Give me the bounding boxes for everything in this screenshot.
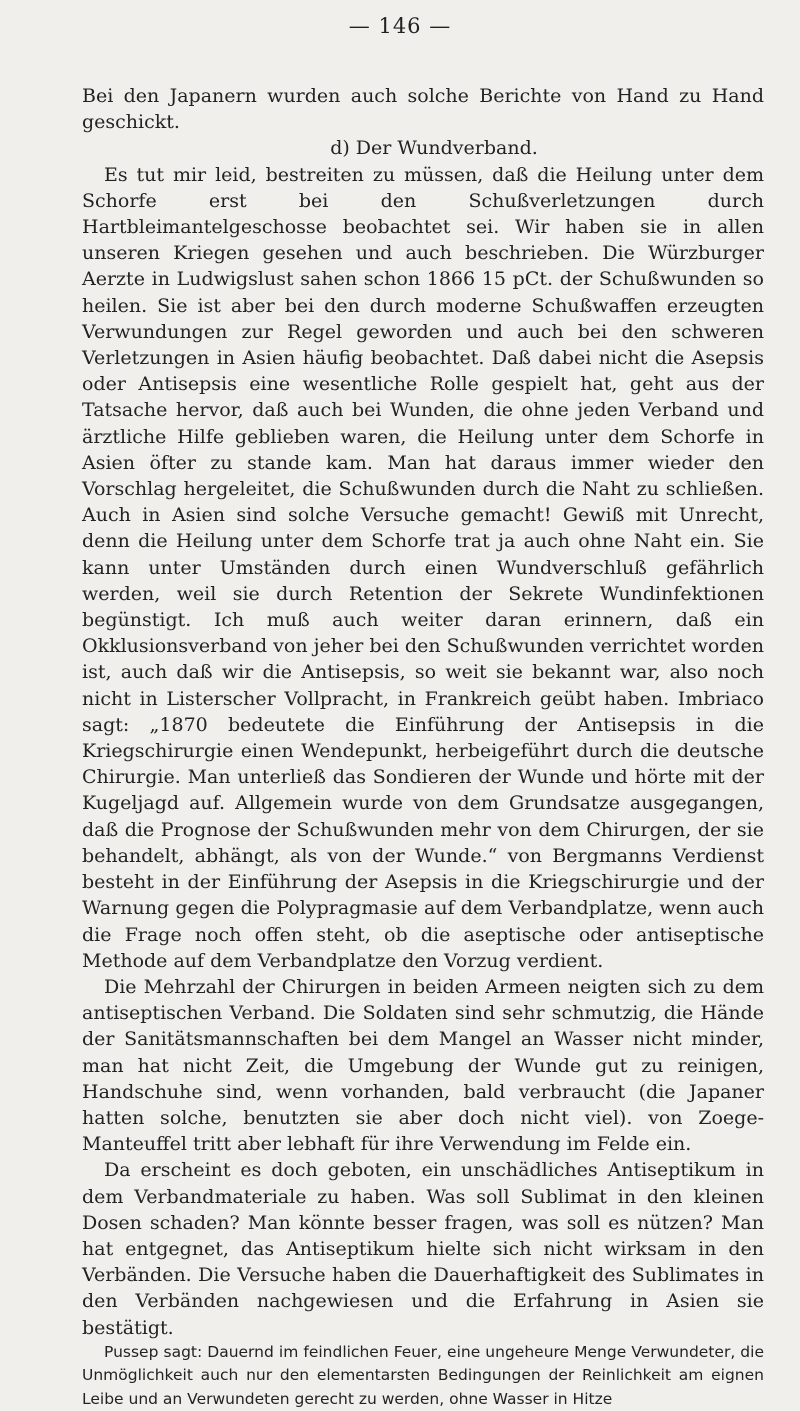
paragraph-3: Da erscheint es doch geboten, ein unschädliches Antiseptikum in dem Verbandmateriale zu haben. Was soll Sublimat in den kleinen Dosen schaden? Man könnte besser fragen, was soll es nützen? Man hat entgegnet, das Antiseptikum hielte sich nicht wirksam in den Verbänden. Die Versuche haben die Dauerhaftigkeit des Sublimates in den Verbänden nachgewiesen und die Erfahrung in Asien sie bestätigt. bbox=[82, 1159, 764, 1339]
section-heading: d) Der Wundverband. bbox=[330, 137, 538, 160]
paragraph-2: Die Mehrzahl der Chirurgen in beiden Armeen neigten sich zu dem antiseptischen Verband. Die Soldaten sind sehr schmutzig, die Hände der Sanitätsmannschaften bei dem Mangel an Wasser nicht minder, man hat nicht Zeit, die Umgebung der Wunde gut zu reinigen, Handschuhe sind, wenn vorhanden, bald verbraucht (die Japaner hatten solche, benutzten sie aber doch nicht viel). von Zoege-Manteuffel tritt aber lebhaft für ihre Verwendung im Felde ein. bbox=[82, 975, 764, 1156]
page-body bbox=[82, 83, 764, 1411]
paragraph-1: Es tut mir leid, bestreiten zu müssen, daß die Heilung unter dem Schorfe erst bei den Schußverletzungen durch Hartbleimantelgeschosse beobachtet sei. Wir haben sie in allen unseren Kriegen gesehen und auch beschrieben. Die Würzburger Aerzte in Ludwigslust sahen schon 1866 15 pCt. der Schußwunden so heilen. Sie ist aber bei den durch moderne Schußwaffen erzeugten Verwundungen zur Regel geworden und auch bei den schweren Verletzungen in Asien häufig beobachtet. Daß dabei nicht die Asepsis oder Antisepsis eine wesentliche Rolle gespielt hat, geht aus der Tatsache hervor, daß auch bei Wunden, die ohne jeden Verband und ärztliche Hilfe geblieben waren, die Heilung unter dem Schorfe in Asien öfter zu stande kam. Man hat daraus immer wieder den Vorschlag hergeleitet, die Schußwunden durch die Naht zu schließen. Auch in Asien sind solche Versuche gemacht! Gewiß mit Unrecht, denn die Heilung unter dem Schorfe trat ja auch ohne Naht ein. Sie kann unter Umständen durch einen Wundverschluß gefährlich werden, weil sie durch Retention der Sekrete Wundinfektionen begünstigt. Ich muß auch weiter daran erinnern, daß ein Okklusionsverband von jeher bei den Schußwunden verrichtet worden ist, auch daß wir die Antisepsis, so weit sie bekannt war, also noch nicht in Listerscher Vollpracht, in Frankreich geübt haben. Imbriaco sagt: „1870 bedeutete die Einführung der Antisepsis in die Kriegschirurgie einen Wendepunkt, herbeigeführt durch die deutsche Chirurgie. Man unterließ das Sondieren der Wunde und hörte mit der Kugeljagd auf. Allgemein wurde von dem Grundsatze ausgegangen, daß die Prognose der Schußwunden mehr von dem Chirurgen, der sie behandelt, abhängt, als von der Wunde.“ von Bergmanns Verdienst besteht in der Einführung der Asepsis in die Kriegschirurgie und der Warnung gegen die Polypragmasie auf dem Verbandplatze, wenn auch die Frage noch offen steht, ob die aseptische oder antiseptische Methode auf dem Verbandplatze den Vorzug verdient. bbox=[82, 163, 764, 972]
page-number: — 146 — bbox=[348, 14, 452, 38]
intro-paragraph: Bei den Japanern wurden auch solche Berichte von Hand zu Hand geschickt. bbox=[82, 85, 764, 134]
footnote-paragraph: Pussep sagt: Dauernd im feindlichen Feuer, eine ungeheure Menge Verwundeter, die Unmöglichkeit auch nur den elementarsten Bedingungen der Reinlichkeit am eignen Leibe und an Verwundeten gerecht zu werden, ohne Wasser in Hitze bbox=[82, 1342, 764, 1408]
